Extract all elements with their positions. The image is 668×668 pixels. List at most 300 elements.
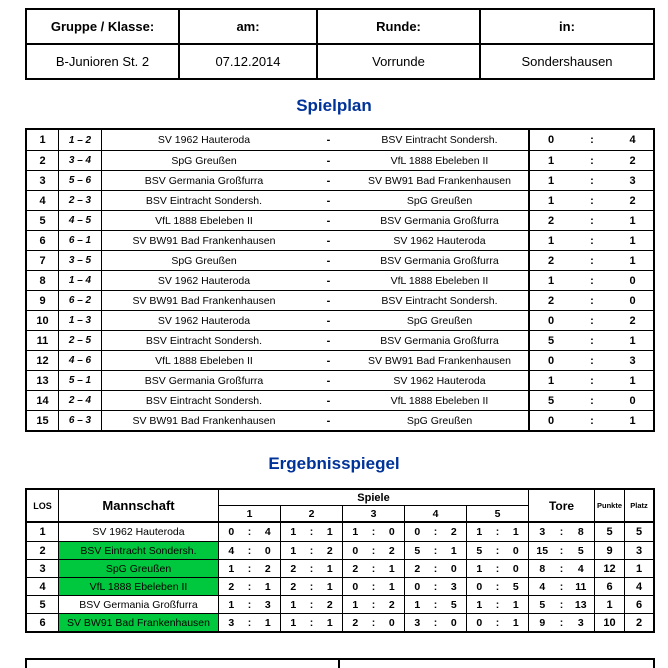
game-result [405, 614, 467, 631]
game-away-goals: 1 [326, 562, 333, 575]
platz-value: 3 [635, 544, 643, 557]
away-team: SpG Greußen [406, 194, 473, 207]
info-value-gruppe: B-Junioren St. 2 [27, 45, 178, 78]
game-away-goals: 1 [326, 580, 333, 593]
score-colon: : [590, 394, 594, 407]
match-pairing: 1 – 4 [59, 271, 102, 290]
match-pairing: 1 – 2 [59, 130, 102, 150]
home-goals: 1 [547, 154, 555, 167]
game-away-goals: 3 [450, 580, 457, 593]
game-away-goals: 0 [512, 544, 519, 557]
game-away-goals: 0 [450, 616, 457, 629]
match-number: 8 [27, 271, 59, 290]
score-colon: : [590, 234, 594, 247]
score-colon: : [590, 154, 594, 167]
los-number: 5 [27, 596, 59, 613]
header-game-number: 2 [280, 506, 342, 521]
ergebnis-row [27, 613, 653, 631]
home-goals: 5 [547, 334, 555, 347]
match-number: 6 [27, 231, 59, 250]
team-name: BSV Germania Großfurra [59, 596, 219, 613]
game-colon: : [309, 544, 314, 557]
game-home-goals: 2 [290, 562, 297, 575]
game-result [219, 614, 281, 631]
game-colon: : [495, 598, 500, 611]
tore-total [529, 596, 595, 613]
game-result [219, 523, 281, 541]
away-goals: 2 [629, 154, 636, 167]
tore-against: 4 [577, 562, 584, 575]
match-number: 11 [27, 331, 59, 350]
los-number: 4 [27, 578, 59, 595]
match-number: 3 [27, 171, 59, 190]
game-result [281, 560, 343, 577]
spielplan-row [27, 130, 653, 150]
header-platz: Platz [630, 501, 648, 510]
game-home-goals: 0 [228, 526, 235, 538]
match-pairing: 3 – 4 [59, 151, 102, 170]
game-result [343, 578, 405, 595]
tore-for: 4 [539, 580, 546, 593]
tore-colon: : [559, 544, 564, 557]
ergebnisspiegel-body [27, 523, 653, 631]
game-home-goals: 1 [476, 598, 483, 611]
match-pairing: 4 – 5 [59, 211, 102, 230]
home-team: SpG Greußen [171, 154, 237, 167]
home-team: VfL 1888 Ebeleben II [155, 354, 253, 367]
punkte-value: 9 [595, 542, 625, 559]
game-colon: : [433, 616, 438, 629]
ergebnisspiegel-title: Ergebnisspiegel [268, 454, 400, 473]
game-result [281, 523, 343, 541]
game-colon: : [433, 562, 438, 575]
match-pairing: 6 – 3 [59, 411, 102, 430]
tore-colon: : [559, 580, 564, 593]
match-teams [102, 251, 528, 270]
score-colon: : [590, 194, 594, 207]
match-number: 10 [27, 311, 59, 330]
match-number: 14 [27, 391, 59, 410]
game-colon: : [247, 580, 252, 593]
game-home-goals: 1 [290, 598, 297, 611]
spielplan-row [27, 150, 653, 170]
ergebnisspiegel-table [25, 488, 655, 633]
game-colon: : [495, 544, 500, 557]
game-result [405, 542, 467, 559]
match-teams [102, 351, 528, 370]
team-separator: - [326, 314, 331, 327]
game-result [405, 560, 467, 577]
game-home-goals: 1 [290, 616, 297, 629]
spielplan-row [27, 230, 653, 250]
game-home-goals: 0 [414, 580, 421, 593]
tore-against: 13 [574, 598, 587, 611]
home-goals: 0 [547, 414, 555, 427]
game-result [281, 596, 343, 613]
home-team: SV BW91 Bad Frankenhausen [132, 294, 276, 307]
game-result [219, 578, 281, 595]
team-separator: - [326, 174, 331, 187]
tore-colon: : [559, 526, 564, 538]
game-away-goals: 1 [388, 562, 395, 575]
bottom-partial-right-cell [340, 660, 653, 668]
game-colon: : [371, 562, 376, 575]
game-colon: : [495, 526, 500, 538]
header-game-number: 3 [342, 506, 404, 521]
match-number: 15 [27, 411, 59, 430]
match-number: 9 [27, 291, 59, 310]
game-away-goals: 3 [264, 598, 271, 611]
away-team: SV 1962 Hauteroda [393, 234, 486, 247]
tore-for: 8 [539, 562, 546, 575]
game-result [219, 560, 281, 577]
team-separator: - [326, 354, 331, 367]
game-home-goals: 1 [414, 598, 421, 611]
team-separator: - [326, 274, 331, 287]
home-team: VfL 1888 Ebeleben II [155, 214, 253, 227]
game-home-goals: 1 [352, 598, 359, 611]
game-colon: : [309, 616, 314, 629]
match-score [528, 171, 653, 190]
game-away-goals: 1 [264, 616, 271, 629]
away-goals: 0 [629, 294, 636, 307]
tore-total [529, 614, 595, 631]
home-team: BSV Germania Großfurra [144, 174, 264, 187]
team-separator: - [326, 194, 331, 207]
los-number: 1 [27, 523, 59, 541]
game-colon: : [371, 598, 376, 611]
game-colon: : [247, 526, 252, 538]
home-team: BSV Eintracht Sondersh. [145, 334, 263, 347]
home-goals: 0 [547, 134, 555, 146]
score-colon: : [590, 214, 594, 227]
match-pairing: 4 – 6 [59, 351, 102, 370]
platz-value: 1 [635, 562, 643, 575]
team-separator: - [326, 134, 331, 146]
home-goals: 1 [547, 234, 555, 247]
game-colon: : [433, 598, 438, 611]
tore-colon: : [559, 616, 564, 629]
team-separator: - [326, 234, 331, 247]
match-score [528, 231, 653, 250]
game-colon: : [309, 562, 314, 575]
header-game-number: 4 [404, 506, 466, 521]
game-away-goals: 5 [450, 598, 457, 611]
game-away-goals: 0 [450, 562, 457, 575]
match-teams [102, 130, 528, 150]
info-label-gruppe: Gruppe / Klasse: [27, 10, 178, 43]
info-label-am: am: [180, 10, 316, 43]
game-away-goals: 2 [388, 544, 395, 557]
away-goals: 0 [629, 274, 636, 287]
match-teams [102, 311, 528, 330]
match-teams [102, 291, 528, 310]
game-home-goals: 0 [476, 580, 483, 593]
ergebnis-row [27, 559, 653, 577]
info-value-am: 07.12.2014 [180, 45, 316, 78]
game-away-goals: 1 [450, 544, 457, 557]
away-goals: 2 [629, 314, 636, 327]
platz-value: 5 [635, 526, 643, 538]
home-team: SV 1962 Hauteroda [157, 134, 251, 146]
game-away-goals: 2 [326, 598, 333, 611]
game-colon: : [371, 526, 376, 538]
score-colon: : [590, 334, 594, 347]
tore-against: 11 [575, 580, 587, 593]
home-team: SV BW91 Bad Frankenhausen [132, 414, 276, 427]
spielplan-row [27, 190, 653, 210]
match-pairing: 5 – 1 [59, 371, 102, 390]
score-colon: : [590, 314, 594, 327]
game-away-goals: 0 [388, 526, 395, 538]
spielplan-row [27, 170, 653, 190]
game-home-goals: 0 [352, 544, 359, 557]
info-label-in: in: [481, 10, 653, 43]
game-home-goals: 5 [476, 544, 483, 557]
team-name: SpG Greußen [59, 560, 219, 577]
game-result [405, 523, 467, 541]
game-away-goals: 4 [264, 526, 271, 538]
game-result [405, 596, 467, 613]
game-home-goals: 3 [414, 616, 421, 629]
ergebnis-row [27, 595, 653, 613]
tore-against: 3 [577, 616, 584, 629]
spielplan-row [27, 270, 653, 290]
team-separator: - [326, 154, 331, 167]
platz-value: 4 [635, 580, 643, 593]
away-team: BSV Germania Großfurra [380, 334, 499, 347]
tore-for: 3 [539, 526, 546, 538]
away-team: SpG Greußen [406, 414, 473, 427]
game-away-goals: 0 [264, 544, 271, 557]
home-goals: 0 [547, 354, 555, 367]
ergebnisspiegel-header [27, 490, 653, 523]
tore-total [529, 523, 595, 541]
header-game-numbers [219, 506, 528, 521]
match-teams [102, 231, 528, 250]
match-teams [102, 331, 528, 350]
game-colon: : [371, 616, 376, 629]
away-goals: 1 [629, 234, 636, 247]
spielplan-row [27, 310, 653, 330]
game-result [281, 578, 343, 595]
info-table [25, 8, 655, 80]
home-team: BSV Eintracht Sondersh. [145, 194, 263, 207]
tore-total [529, 542, 595, 559]
game-colon: : [247, 562, 252, 575]
tore-total [529, 560, 595, 577]
away-goals: 3 [629, 174, 636, 187]
los-number: 2 [27, 542, 59, 559]
match-teams [102, 191, 528, 210]
match-number: 13 [27, 371, 59, 390]
home-goals: 2 [547, 214, 555, 227]
game-result [343, 596, 405, 613]
game-home-goals: 2 [352, 562, 359, 575]
game-colon: : [247, 544, 252, 557]
team-separator: - [326, 334, 331, 347]
away-team: SV BW91 Bad Frankenhausen [367, 174, 511, 187]
match-pairing: 3 – 5 [59, 251, 102, 270]
game-result [405, 578, 467, 595]
match-pairing: 2 – 3 [59, 191, 102, 210]
team-name: SV BW91 Bad Frankenhausen [59, 614, 219, 631]
game-result [467, 542, 529, 559]
home-goals: 0 [547, 314, 555, 327]
match-pairing: 6 – 2 [59, 291, 102, 310]
game-away-goals: 2 [264, 562, 271, 575]
score-colon: : [590, 274, 594, 287]
punkte-value: 6 [595, 578, 625, 595]
away-team: VfL 1888 Ebeleben II [390, 274, 489, 287]
match-teams [102, 151, 528, 170]
game-colon: : [433, 580, 438, 593]
game-away-goals: 5 [512, 580, 519, 593]
home-team: BSV Eintracht Sondersh. [145, 394, 263, 407]
away-team: BSV Eintracht Sondersh. [381, 134, 498, 146]
match-score [528, 391, 653, 410]
tore-colon: : [559, 562, 564, 575]
game-colon: : [247, 616, 252, 629]
punkte-value: 12 [595, 560, 625, 577]
score-colon: : [590, 254, 594, 267]
away-goals: 1 [629, 414, 636, 427]
away-goals: 0 [629, 394, 636, 407]
spielplan-row [27, 370, 653, 390]
header-los: LOS [27, 490, 59, 521]
game-home-goals: 1 [290, 544, 297, 557]
game-colon: : [495, 616, 500, 629]
match-score [528, 191, 653, 210]
game-away-goals: 1 [512, 616, 519, 629]
header-game-number: 1 [246, 507, 253, 520]
home-goals: 1 [547, 374, 555, 387]
match-score [528, 211, 653, 230]
game-result [467, 614, 529, 631]
away-goals: 1 [629, 214, 636, 227]
match-teams [102, 411, 528, 430]
spielplan-row [27, 250, 653, 270]
game-colon: : [247, 598, 252, 611]
home-team: BSV Germania Großfurra [144, 374, 264, 387]
game-away-goals: 2 [388, 598, 395, 611]
game-colon: : [371, 544, 376, 557]
home-goals: 2 [547, 294, 555, 307]
game-away-goals: 0 [388, 616, 395, 629]
los-number: 6 [27, 614, 59, 631]
header-spiele-group [219, 490, 529, 521]
punkte-value: 1 [595, 596, 625, 613]
spielplan-title: Spielplan [296, 96, 372, 115]
tore-for: 5 [539, 598, 546, 611]
game-result [343, 614, 405, 631]
spielplan-row [27, 350, 653, 370]
tore-colon: : [559, 598, 564, 611]
game-home-goals: 1 [476, 526, 483, 538]
away-team: SV 1962 Hauteroda [393, 374, 486, 387]
game-home-goals: 2 [290, 580, 297, 593]
away-goals: 1 [629, 374, 636, 387]
match-pairing: 1 – 3 [59, 311, 102, 330]
header-punkte: Punkte [595, 490, 625, 521]
match-pairing: 5 – 6 [59, 171, 102, 190]
game-home-goals: 1 [352, 526, 359, 538]
ergebnis-row [27, 577, 653, 595]
tore-for: 15 [536, 544, 549, 557]
match-teams [102, 371, 528, 390]
away-team: BSV Germania Großfurra [380, 214, 499, 227]
game-home-goals: 0 [352, 580, 359, 593]
game-result [467, 523, 529, 541]
game-home-goals: 0 [476, 616, 483, 629]
spielplan-row [27, 410, 653, 430]
game-result [281, 614, 343, 631]
home-goals: 1 [547, 194, 555, 207]
score-colon: : [590, 374, 594, 387]
team-separator: - [326, 254, 331, 267]
spielplan-row [27, 290, 653, 310]
punkte-value: 10 [595, 614, 625, 631]
game-away-goals: 1 [264, 580, 271, 593]
game-away-goals: 1 [326, 616, 333, 629]
match-number: 5 [27, 211, 59, 230]
spielplan-table [25, 128, 655, 432]
game-result [343, 560, 405, 577]
team-name: VfL 1888 Ebeleben II [59, 578, 219, 595]
team-separator: - [326, 214, 331, 227]
game-colon: : [433, 526, 438, 538]
home-team: SpG Greußen [171, 254, 237, 267]
match-teams [102, 171, 528, 190]
match-score [528, 311, 653, 330]
home-goals: 2 [547, 254, 555, 267]
match-number: 2 [27, 151, 59, 170]
away-team: SV BW91 Bad Frankenhausen [367, 354, 511, 367]
tore-against: 5 [577, 544, 584, 557]
platz-value: 6 [635, 598, 643, 611]
score-colon: : [590, 134, 594, 146]
match-score [528, 411, 653, 430]
score-colon: : [590, 414, 594, 427]
team-separator: - [326, 394, 331, 407]
game-result [343, 542, 405, 559]
spielplan-row [27, 330, 653, 350]
info-label-runde: Runde: [318, 10, 479, 43]
game-result [343, 523, 405, 541]
game-colon: : [309, 580, 314, 593]
match-number: 1 [27, 130, 59, 150]
home-goals: 1 [547, 274, 555, 287]
los-number: 3 [27, 560, 59, 577]
match-number: 4 [27, 191, 59, 210]
away-team: BSV Germania Großfurra [380, 254, 499, 267]
ergebnis-row [27, 523, 653, 541]
game-away-goals: 2 [450, 526, 457, 538]
game-away-goals: 1 [512, 526, 519, 538]
game-colon: : [309, 526, 314, 538]
game-result [219, 542, 281, 559]
game-away-goals: 2 [326, 544, 333, 557]
punkte-value: 5 [595, 523, 625, 541]
match-teams [102, 391, 528, 410]
tore-total [529, 578, 595, 595]
away-team: BSV Eintracht Sondersh. [381, 294, 498, 307]
match-pairing: 2 – 4 [59, 391, 102, 410]
score-colon: : [590, 294, 594, 307]
away-goals: 4 [629, 134, 636, 146]
match-score [528, 151, 653, 170]
match-number: 12 [27, 351, 59, 370]
